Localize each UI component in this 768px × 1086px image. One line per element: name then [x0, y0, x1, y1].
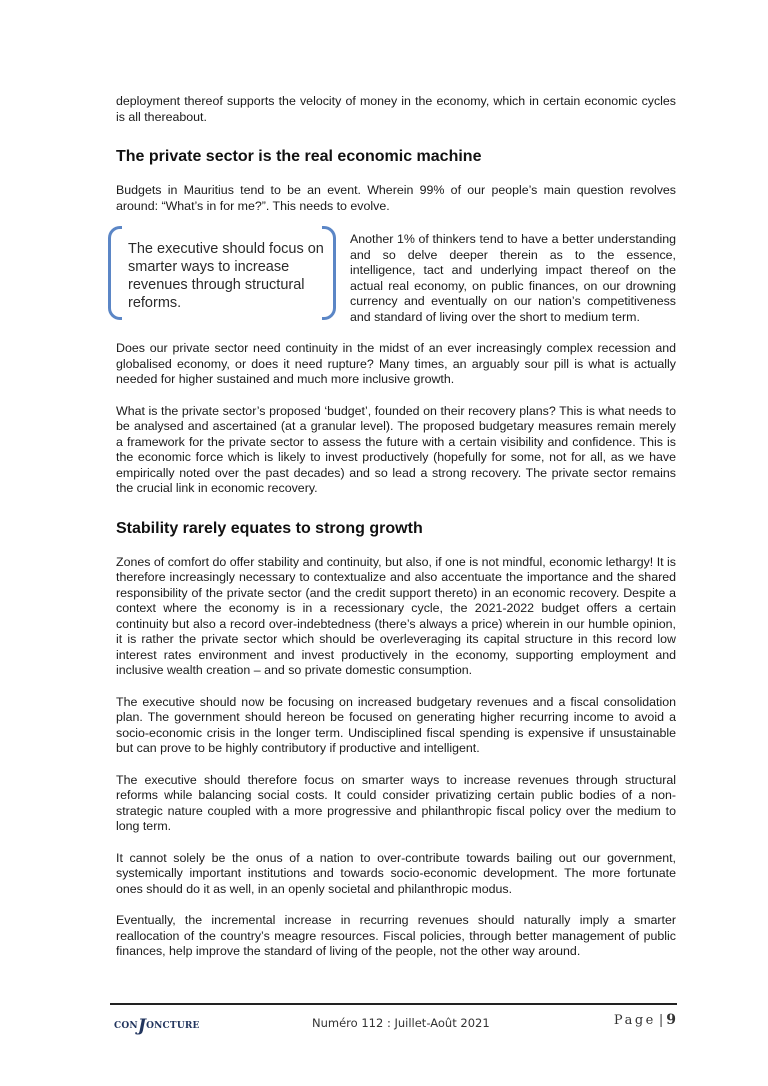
page-word: Page	[613, 1013, 656, 1028]
pull-quote-row	[116, 226, 676, 325]
right-bracket-icon	[322, 226, 336, 320]
paragraph: Eventually, the incremental increase in recurring revenues should naturally imply a smarter reallocation of the country’s meagre resources. Fiscal policies, through better management of public finances, help improve the standard of living of the people, not the other way around.	[116, 913, 676, 958]
paragraph: Zones of comfort do offer stability and continuity, but also, if one is not mindful, economic lethargy! It is therefore increasingly necessary to contextualize and also accentuate the importance and the shared responsibility of the private sector (and the credit support thereto) in an economic recovery. Despite a context where the economy is in a recessionary cycle, the 2021-2022 budget offers a certain continuity but also a record over-indebtedness (there’s always a price) wherein in our humble opinion, it is rather the private sector which should be overleveraging its capital structure in this record low interest rates environment and invest productively in the economy, supporting employment and inclusive wealth creation – and so private domestic consumption.	[116, 554, 676, 677]
paragraph: Another 1% of thinkers tend to have a better understanding and so delve deeper therein as to the essence, intelligence, tact and underlying impact thereof on the actual real economy, on public finances, on our drowning currency and eventually on our nation’s competitiveness and standard of living over the short to medium term.	[350, 232, 676, 324]
pull-quote-text: The executive should focus on smarter ways to increase revenues through structural reforms.	[128, 241, 324, 311]
paragraph: Does our private sector need continuity in the midst of an ever increasingly complex recession and globalised economy, or does it need rupture? Many times, an arguably sour pill is what is actually needed for higher sustained and much more inclusive growth.	[116, 341, 676, 386]
page-separator: |	[658, 1013, 664, 1028]
left-bracket-icon	[108, 226, 122, 320]
section-heading: Stability rarely equates to strong growth	[116, 519, 423, 537]
article-body	[116, 94, 676, 960]
issue-label: Numéro 112 : Juillet-Août 2021	[312, 1016, 490, 1030]
paragraph: deployment thereof supports the velocity of money in the economy, which in certain economic cycles is all thereabout.	[116, 94, 676, 124]
paragraph: Budgets in Mauritius tend to be an event. Wherein 99% of our people’s main question revolves around: “What’s in for me?”. This needs to evolve.	[116, 183, 676, 213]
page-number-value: 9	[666, 1012, 676, 1028]
section-heading: The private sector is the real economic machine	[116, 148, 482, 165]
conjoncture-logo: CONJONCTURE	[114, 1016, 200, 1036]
pull-quote	[108, 226, 336, 322]
footer-divider	[110, 1003, 677, 1005]
paragraph: The executive should therefore focus on smarter ways to increase revenues through structural reforms while balancing social costs. It could consider privatizing certain public bodies of a non-strategic nature coupled with a more progressive and philanthropic fiscal policy over the medium to long term.	[116, 772, 676, 833]
paragraph: It cannot solely be the onus of a nation to over-contribute towards bailing out our government, systemically important institutions and towards socio-economic development. The more fortunate ones should do it as well, in an openly societal and philanthropic modus.	[116, 850, 676, 896]
page-number	[614, 1012, 676, 1028]
paragraph: What is the private sector’s proposed ‘budget’, founded on their recovery plans? This is what needs to be analysed and ascertained (at a granular level). The proposed budgetary measures remain merely a framework for the private sector to assess the future with a certain visibility and confidence. This is the economic force which is likely to invest productively (hopefully for some, not for all, as we have empirically noted over the past decades) and so lead a strong recovery. The private sector remains the crucial link in economic recovery.	[116, 403, 676, 495]
paragraph: The executive should now be focusing on increased budgetary revenues and a fiscal consolidation plan. The government should hereon be focused on generating higher recurring income to avoid a socio-economic crisis in the longer term. Undisciplined fiscal spending is expensive if unsustainable but can prove to be highly contributory if productive and intelligent.	[116, 694, 676, 755]
